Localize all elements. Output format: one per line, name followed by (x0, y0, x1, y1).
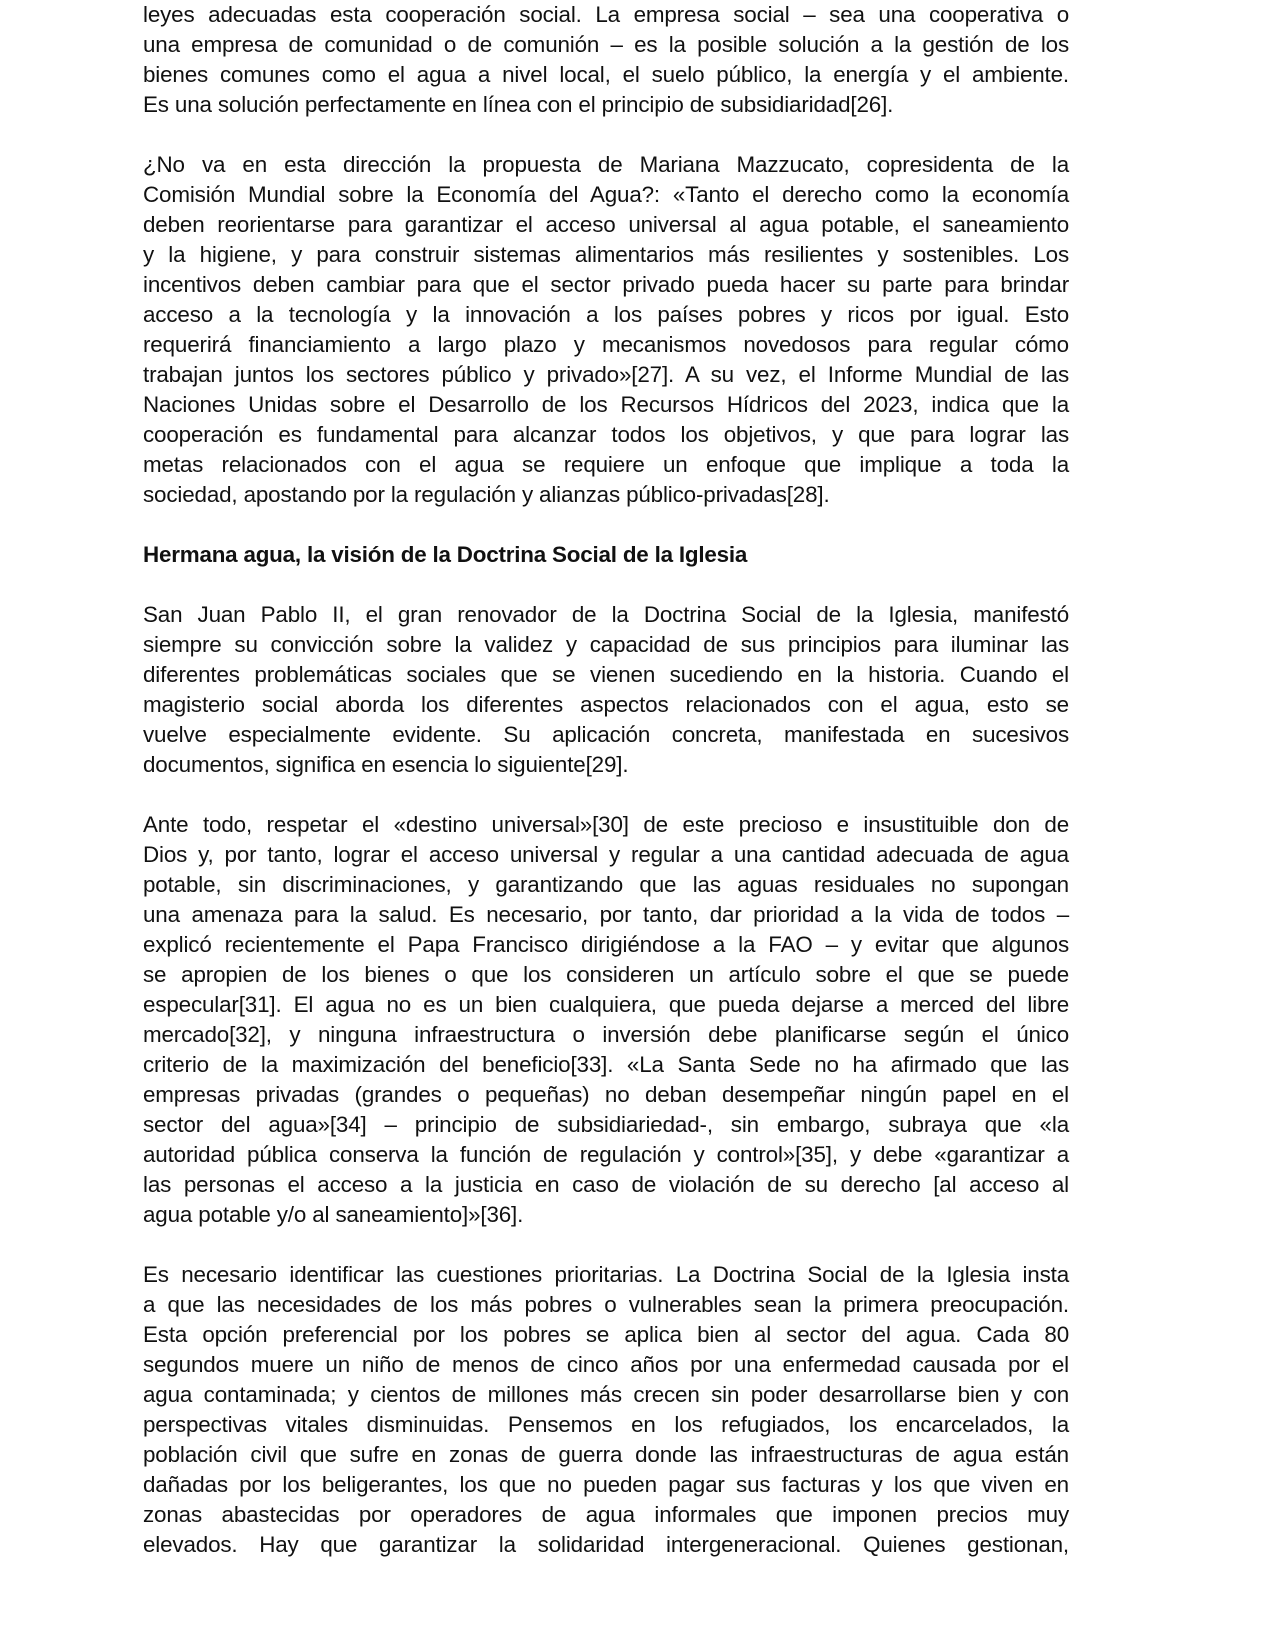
text-line: criterio de la maximización del beneficio[33]. «La Santa Sede no ha afirmado que las (143, 1052, 1069, 1077)
paragraph-gap (143, 120, 1069, 150)
text-line: a que las necesidades de los más pobres o vulnerables sean la primera preocupación. (143, 1292, 1069, 1317)
text-line: incentivos deben cambiar para que el sector privado pueda hacer su parte para brindar (143, 272, 1069, 297)
text-line: una amenaza para la salud. Es necesario, por tanto, dar prioridad a la vida de todos – (143, 902, 1069, 927)
text-line: especular[31]. El agua no es un bien cualquiera, que pueda dejarse a merced del libre (143, 992, 1069, 1017)
text-line: leyes adecuadas esta cooperación social. La empresa social – sea una cooperativa o (143, 2, 1069, 27)
text-line: metas relacionados con el agua se requiere un enfoque que implique a toda la (143, 452, 1069, 477)
text-line: cooperación es fundamental para alcanzar todos los objetivos, y que para lograr las (143, 422, 1069, 447)
text-line: potable, sin discriminaciones, y garantizando que las aguas residuales no supongan (143, 872, 1069, 897)
text-line: ¿No va en esta dirección la propuesta de Mariana Mazzucato, copresidenta de la (143, 152, 1069, 177)
text-line: San Juan Pablo II, el gran renovador de la Doctrina Social de la Iglesia, manifestó (143, 602, 1069, 627)
text-line: Es una solución perfectamente en línea con el principio de subsidiaridad[26]. (143, 92, 894, 117)
text-line: sociedad, apostando por la regulación y alianzas público-privadas[28]. (143, 482, 830, 507)
text-line: sector del agua»[34] – principio de subsidiariedad-, sin embargo, subraya que «la (143, 1112, 1069, 1137)
text-line: Dios y, por tanto, lograr el acceso universal y regular a una cantidad adecuada de agua (143, 842, 1069, 867)
text-line: diferentes problemáticas sociales que se vienen sucediendo en la historia. Cuando el (143, 662, 1069, 687)
paragraph-gap (143, 1230, 1069, 1260)
text-line: zonas abastecidas por operadores de agua informales que imponen precios muy (143, 1502, 1069, 1527)
text-line: se apropien de los bienes o que los consideren un artículo sobre el que se puede (143, 962, 1069, 987)
text-line: Ante todo, respetar el «destino universal»[30] de este precioso e insustituible don de (143, 812, 1069, 837)
paragraph-p2 (143, 150, 1069, 510)
paragraph-p1 (143, 0, 1069, 120)
text-line: empresas privadas (grandes o pequeñas) no deban desempeñar ningún papel en el (143, 1082, 1069, 1107)
text-line: deben reorientarse para garantizar el acceso universal al agua potable, el saneamiento (143, 212, 1069, 237)
text-line: dañadas por los beligerantes, los que no pueden pagar sus facturas y los que viven en (143, 1472, 1069, 1497)
text-line: requerirá financiamiento a largo plazo y mecanismos novedosos para regular cómo (143, 332, 1069, 357)
body-text-top (143, 0, 1069, 510)
text-line: perspectivas vitales disminuidas. Pensemos en los refugiados, los encarcelados, la (143, 1412, 1069, 1437)
text-line: las personas el acceso a la justicia en caso de violación de su derecho [al acceso al (143, 1172, 1069, 1197)
text-line: y la higiene, y para construir sistemas alimentarios más resilientes y sostenibles. Los (143, 242, 1069, 267)
text-line: Naciones Unidas sobre el Desarrollo de los Recursos Hídricos del 2023, indica que la (143, 392, 1069, 417)
paragraph-gap (143, 510, 1069, 540)
paragraph-p5 (143, 1260, 1069, 1560)
paragraph-gap (143, 570, 1069, 600)
text-line: autoridad pública conserva la función de regulación y control»[35], y debe «garantizar a (143, 1142, 1069, 1167)
text-line: mercado[32], y ninguna infraestructura o inversión debe planificarse según el único (143, 1022, 1069, 1047)
text-line: siempre su convicción sobre la validez y capacidad de sus principios para iluminar las (143, 632, 1069, 657)
text-line: bienes comunes como el agua a nivel local, el suelo público, la energía y el ambiente. (143, 62, 1069, 87)
document-page (143, 0, 1069, 1560)
text-line: trabajan juntos los sectores público y privado»[27]. A su vez, el Informe Mundial de las (143, 362, 1069, 387)
body-text-section (143, 600, 1069, 1560)
text-line: magisterio social aborda los diferentes aspectos relacionados con el agua, esto se (143, 692, 1069, 717)
text-line: elevados. Hay que garantizar la solidaridad intergeneracional. Quienes gestionan, (143, 1532, 1069, 1557)
text-line: documentos, significa en esencia lo siguiente[29]. (143, 752, 629, 777)
text-line: Comisión Mundial sobre la Economía del Agua?: «Tanto el derecho como la economía (143, 182, 1069, 207)
text-line: vuelve especialmente evidente. Su aplicación concreta, manifestada en sucesivos (143, 722, 1069, 747)
text-line: Es necesario identificar las cuestiones prioritarias. La Doctrina Social de la Iglesia insta (143, 1262, 1069, 1287)
text-line: Esta opción preferencial por los pobres se aplica bien al sector del agua. Cada 80 (143, 1322, 1069, 1347)
text-line: agua contaminada; y cientos de millones más crecen sin poder desarrollarse bien y con (143, 1382, 1069, 1407)
text-line: segundos muere un niño de menos de cinco años por una enfermedad causada por el (143, 1352, 1069, 1377)
text-line: agua potable y/o al saneamiento]»[36]. (143, 1202, 524, 1227)
paragraph-p4 (143, 810, 1069, 1230)
paragraph-gap (143, 780, 1069, 810)
text-line: una empresa de comunidad o de comunión – es la posible solución a la gestión de los (143, 32, 1069, 57)
text-line: explicó recientemente el Papa Francisco dirigiéndose a la FAO – y evitar que algunos (143, 932, 1069, 957)
paragraph-p3 (143, 600, 1069, 780)
text-line: acceso a la tecnología y la innovación a los países pobres y ricos por igual. Esto (143, 302, 1069, 327)
section-heading: Hermana agua, la visión de la Doctrina Social de la Iglesia (143, 542, 748, 567)
text-line: población civil que sufre en zonas de guerra donde las infraestructuras de agua están (143, 1442, 1069, 1467)
